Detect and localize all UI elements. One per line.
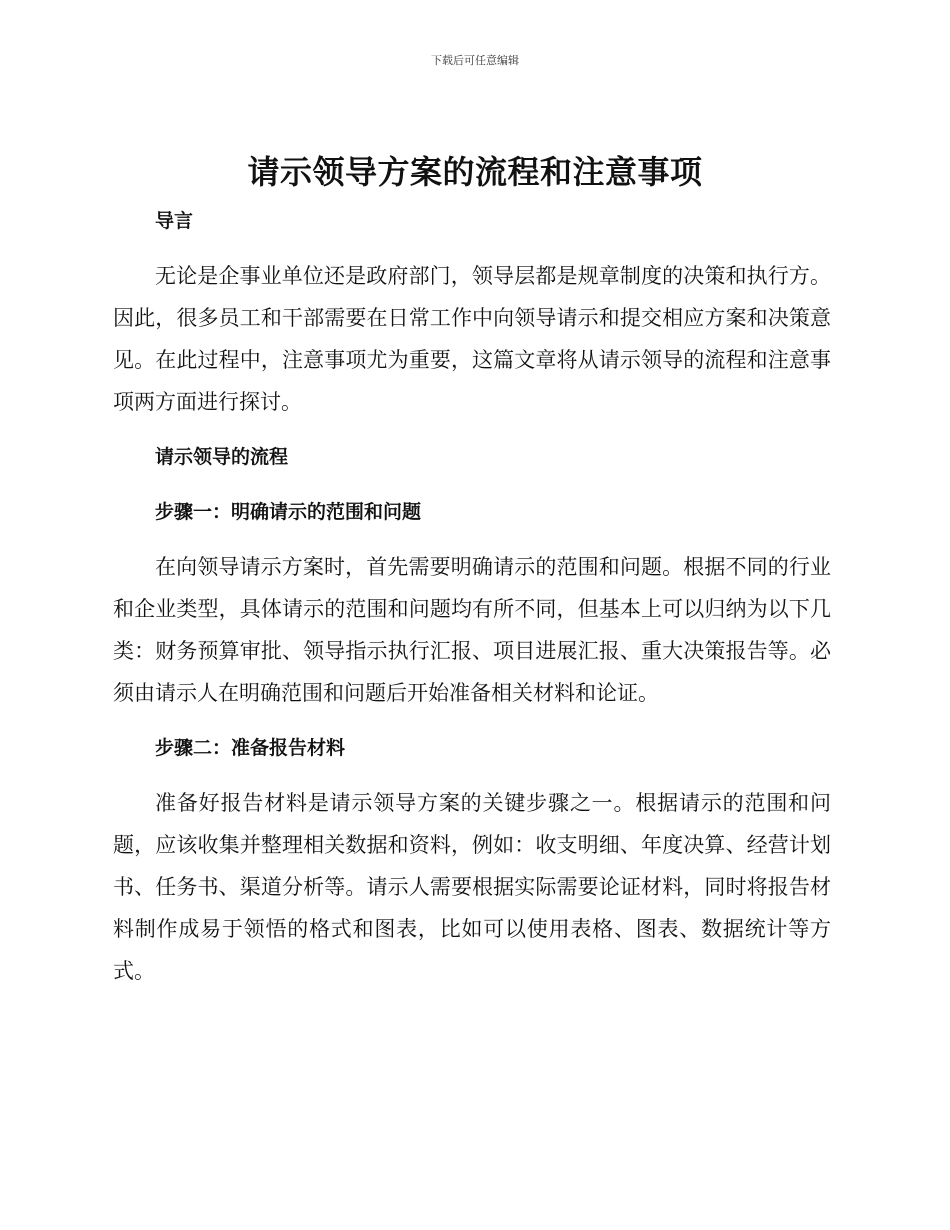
paragraph-intro: 无论是企事业单位还是政府部门，领导层都是规章制度的决策和执行方。因此，很多员工和干部需要在日常工作中向领导请示和提交相应方案和决策意见。在此过程中，注意事项尤为重要，这篇文章将从请示领导的流程和注意事项两方面进行探讨。 [113,264,831,414]
header-note: 下载后可任意编辑 [431,54,519,67]
paragraph-step1: 在向领导请示方案时，首先需要明确请示的范围和问题。根据不同的行业和企业类型，具体请示的范围和问题均有所不同，但基本上可以归纳为以下几类：财务预算审批、领导指示执行汇报、项目进展汇报、重大决策报告等。必须由请示人在明确范围和问题后开始准备相关材料和论证。 [113,555,831,705]
paragraph-step2: 准备好报告材料是请示领导方案的关键步骤之一。根据请示的范围和问题，应该收集并整理相关数据和资料，例如：收支明细、年度决算、经营计划书、任务书、渠道分析等。请示人需要根据实际需要论证材料，同时将报告材料制作成易于领悟的格式和图表，比如可以使用表格、图表、数据统计等方式。 [113,791,831,983]
section-heading-process: 请示领导的流程 [155,446,289,468]
section-heading-step2: 步骤二：准备报告材料 [155,737,346,759]
section-heading-intro: 导言 [155,210,194,232]
document-title: 请示领导方案的流程和注意事项 [247,153,703,191]
document-body [113,200,831,992]
section-heading-step1: 步骤一：明确请示的范围和问题 [155,501,422,523]
